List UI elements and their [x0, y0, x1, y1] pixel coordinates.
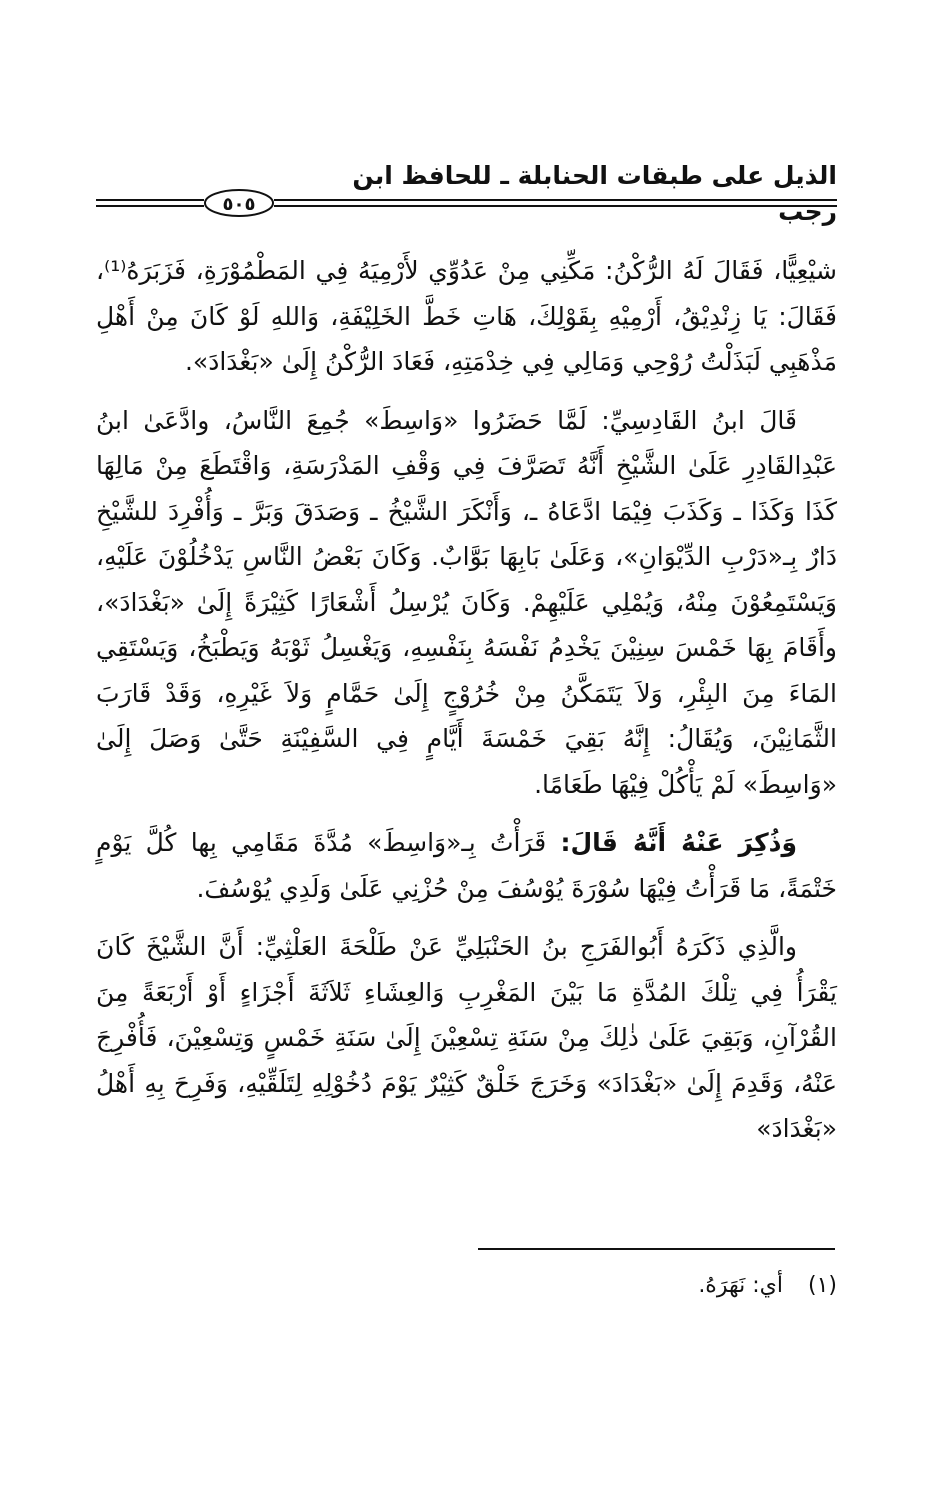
paragraph: قَالَ ابنُ القَادِسِيِّ: لَمَّا حَضَرُوا «وَاسِطَ» جُمِعَ النَّاسُ، وادَّعَىٰ ابنُ عَبْدِالقَادِرِ عَلَىٰ الشَّيْخِ أَنَّهُ تَصَرَّفَ فِي وَقْفِ المَدْرَسَةِ، وَاقْتَطَعَ مِنْ مَالِهَا كَذَا وَكَذَا ـ وَكَذَبَ فِيْمَا ادَّعَاهُ ـ، وَأَنْكَرَ الشَّيْخُ ـ وَصَدَقَ وَبَرَّ ـ وَأُفْرِدَ للشَّيْخِ دَارٌ بِـ«دَرْبِ الدِّيْوَانِ»، وَعَلَىٰ بَابِهَا بَوَّابٌ. وَكَانَ بَعْضُ النَّاسِ يَدْخُلُوْنَ عَلَيْهِ، وَيَسْتَمِعُوْنَ مِنْهُ، وَيُمْلِي عَلَيْهِمْ. وَكَانَ يُرْسِلُ أَشْعَارًا كَثِيْرَةً إِلَىٰ «بَغْدَادَ»، وأَقَامَ بِهَا خَمْسَ سِنِيْنَ يَخْدِمُ نَفْسَهُ بِنَفْسِهِ، وَيَغْسِلُ ثَوْبَهُ وَيَطْبَخُ، وَيَسْتَقِي المَاءَ مِنَ البِئْرِ، وَلاَ يَتَمَكَّنُ مِنْ خُرُوْجٍ إِلَىٰ حَمَّامٍ وَلاَ غَيْرِهِ، وَقَدْ قَارَبَ الثَّمَانِيْنَ، وَيُقَالُ: إِنَّهُ بَقِيَ خَمْسَةَ أَيَّامٍ فِي السَّفِيْنَةِ حَتَّىٰ وَصَلَ إِلَىٰ «وَاسِطَ» لَمْ يَأْكُلْ فِيْهَا طَعَامًا. — [96, 405, 837, 799]
paragraph — [96, 820, 837, 911]
paragraph: والَّذِي ذَكَرَهُ أَبُوالفَرَجِ بنُ الحَنْبَلِيِّ عَنْ طَلْحَةَ العَلْثِيِّ: أَنَّ الشَّيْخَ كَانَ يَقْرَأُ فِي تِلْكَ المُدَّةِ مَا بَيْنَ المَغْرِبِ وَالعِشَاءِ ثَلاَثَةَ أَجْزَاءٍ أَوْ أَرْبَعَةً مِنَ القُرْآنِ، وَبَقِيَ عَلَىٰ ذٰلِكَ مِنْ سَنَةِ تِسْعِيْنَ إِلَىٰ سَنَةِ خَمْسٍ وَتِسْعِيْنَ، فَأُفْرِجَ عَنْهُ، وَقَدِمَ إِلَىٰ «بَغْدَادَ» وَخَرَجَ خَلْقٌ كَثِيْرٌ يَوْمَ دُخُوْلِهِ لِتَلَقِّيْهِ، وَفَرِحَ بِهِ أَهْلُ «بَغْدَادَ» — [96, 932, 837, 1143]
paragraph-lead: وَذُكِرَ عَنْهُ أَنَّهُ قَالَ: — [560, 828, 798, 857]
body-text — [96, 248, 837, 1165]
paragraph: شيْعِيًّا، فَقَالَ لَهُ الرُّكْنُ: مَكِّنِي مِنْ عَدُوِّي لأَرْمِيَهُ فِي المَطْمُوْرَةِ، فَزَبَرَهُ⁽¹⁾، فَقَالَ: يَا زِنْدِيْقُ، أَرْمِيْهِ بِقَوْلِكَ، هَاتِ خَطَّ الخَلِيْفَةِ، وَاللهِ لَوْ كَانَ مِنْ أَهْلِ مَذْهَبِي لَبَذَلْتُ رُوْحِي وَمَالِي فِي خِدْمَتِهِ، فَعَادَ الرُّكْنُ إِلَىٰ «بَغْدَادَ». — [96, 256, 837, 376]
paragraph-text: قَرَأْتُ بِـ«وَاسِطَ» مُدَّةَ مَقَامِي بِها كُلَّ يَوْمٍ خَتْمَةً، مَا قَرَأْتُ فِيْهَا سُوْرَةَ يُوْسُفَ مِنْ حُزْنِي عَلَىٰ وَلَدِي يُوْسُفَ. — [96, 828, 837, 903]
footnote-marker: (١) — [807, 1273, 837, 1298]
footnote-separator — [478, 1248, 835, 1250]
footnote-text: أي: نَهَرَهُ. — [698, 1273, 783, 1298]
running-header-title: الذيل على طبقات الحنابلة ـ للحافظ ابن رجب — [352, 161, 837, 226]
footnote — [96, 1270, 837, 1302]
page-number: ٥٠٥ — [222, 194, 256, 215]
